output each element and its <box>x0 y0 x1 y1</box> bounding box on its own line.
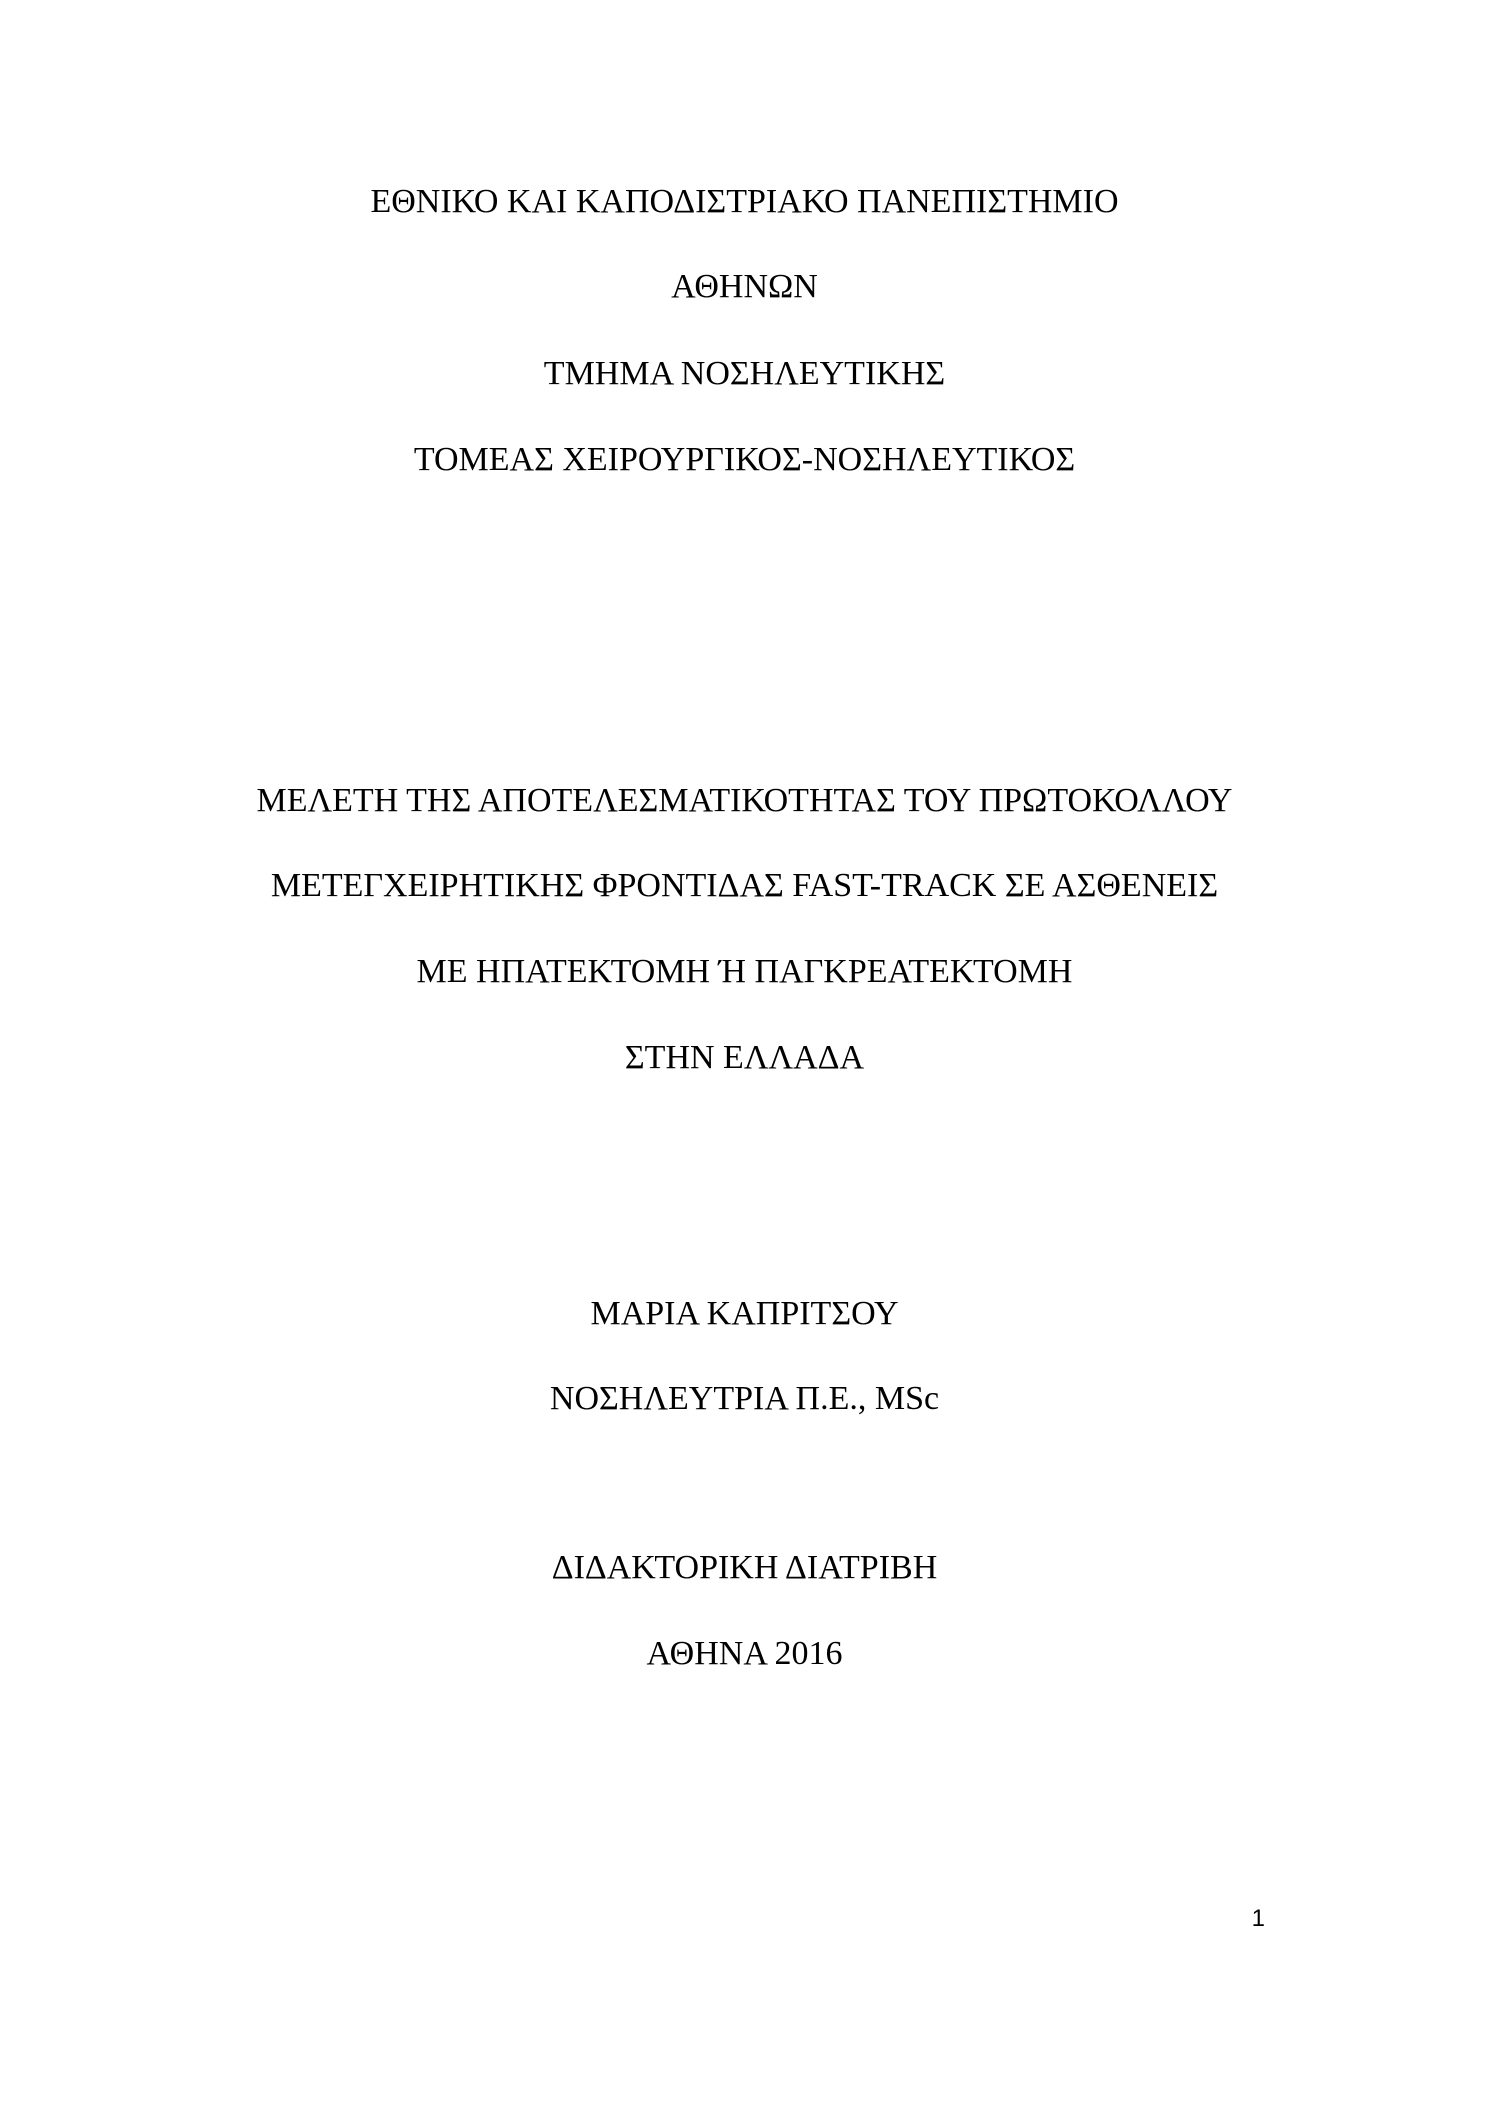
thesis-title-line2: ΜΕΤΕΓΧΕΙΡΗΤΙΚΗΣ ΦΡΟΝΤΙΔΑΣ FAST-TRACK ΣΕ ΑΣΘΕΝΕΙΣ <box>270 867 1219 904</box>
university-name-line1: ΕΘΝΙΚΟ ΚΑΙ ΚΑΠΟΔΙΣΤΡΙΑΚΟ ΠΑΝΕΠΙΣΤΗΜΙΟ <box>370 183 1119 220</box>
university-name-line2: ΑΘΗΝΩΝ <box>671 268 818 305</box>
document-type: ΔΙΔΑΚΤΟΡΙΚΗ ΔΙΑΤΡΙΒΗ <box>551 1549 938 1586</box>
sector-name: ΤΟΜΕΑΣ ΧΕΙΡΟΥΡΓΙΚΟΣ-ΝΟΣΗΛΕΥΤΙΚΟΣ <box>413 441 1076 478</box>
department-name: ΤΜΗΜΑ ΝΟΣΗΛΕΥΤΙΚΗΣ <box>543 355 946 392</box>
author-credentials: ΝΟΣΗΛΕΥΤΡΙΑ Π.Ε., MSc <box>549 1380 940 1417</box>
place-year: ΑΘΗΝΑ 2016 <box>646 1635 843 1672</box>
author-name: ΜΑΡΙΑ ΚΑΠΡΙΤΣΟΥ <box>590 1295 899 1332</box>
thesis-title-line3: ΜΕ ΗΠΑΤΕΚΤΟΜΗ Ή ΠΑΓΚΡΕΑΤΕΚΤΟΜΗ <box>416 953 1073 990</box>
thesis-title-line4: ΣΤΗΝ ΕΛΛΑΔΑ <box>624 1039 865 1076</box>
page-number: 1 <box>1251 1905 1265 1932</box>
thesis-title-line1: ΜΕΛΕΤΗ ΤΗΣ ΑΠΟΤΕΛΕΣΜΑΤΙΚΟΤΗΤΑΣ ΤΟΥ ΠΡΩΤΟΚΟΛΛΟΥ <box>256 782 1233 819</box>
